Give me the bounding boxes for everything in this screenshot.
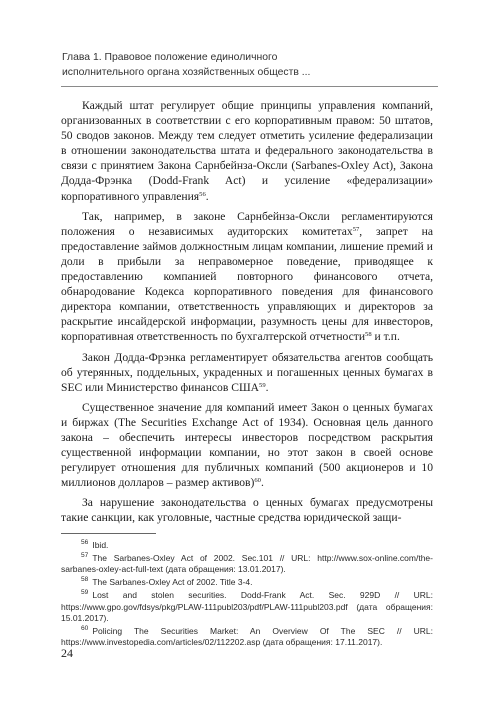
running-head-line-1: Глава 1. Правовое положение единоличного xyxy=(62,52,278,63)
footnote-text: Lost and stolen securities. Dodd-Frank Act. Sec. 929D // URL: https://www.gpo.gov/fdsys/pkg/PLAW-111publ203/pdf/PLAW-111publ203.pdf (дата обращения: 15.01.2017). xyxy=(61,590,433,623)
footnote-59 xyxy=(61,590,433,624)
footnote-number: 56 xyxy=(81,539,89,546)
paragraph-2-text-a: Так, например, в законе Сарнбейнза-Оксли регламентируются положения о независимых аудиторских комитетах xyxy=(61,209,433,238)
footnote-number: 57 xyxy=(81,551,89,559)
paragraph-5-text: За нарушение законодательства о ценных бумагах предусмотрены такие санкции, как уголовные, частные средства юридической защи- xyxy=(61,496,433,525)
footnote-ref-59: 59 xyxy=(259,381,266,389)
footnotes xyxy=(61,540,433,650)
paragraph-1-end: . xyxy=(205,189,209,203)
header-divider xyxy=(61,86,438,87)
paragraph-2-text-c: и т.п. xyxy=(371,330,400,344)
footnote-58 xyxy=(61,577,433,588)
footnote-60 xyxy=(61,626,433,649)
paragraph-1-text: Каждый штат регулирует общие принципы управления компаний, организованных в соответствии с его корпоративным правом: 50 штатов, 50 сводов законов. Между тем следует отметить усиление федерализации в отношении законодательства штата и федерального законодательства в связи с принятием Закона Сарнбейнза-Оксли (Sarbanes-Oxley Act), Закона Додда-Фрэнка (Dodd-Frank Act) и усиление «федерализации» корпоративного управления xyxy=(61,99,433,203)
paragraph-3 xyxy=(61,350,433,395)
paragraph-3-end: . xyxy=(265,380,269,394)
paragraph-5 xyxy=(61,495,433,525)
paragraph-2-text-b: , запрет на предоставление займов должностным лицам компании, лишение премий и доли в прибыли за неправомерное поведение, приводящее к предоставлению компанией повторного финансового отчета, обнародование Кодекса корпоративного поведения для финансового директора компании, ответственность управляющих и директоров за раскрытие инсайдерской информации, разумность цены для инвесторов, корпоративная ответственность по бухгалтерской отчетности xyxy=(61,224,433,344)
paragraph-4-text: Существенное значение для компаний имеет Закон о ценных бумагах и биржах (The Securities Exchange Act of 1934). Основная цель данного закона – обеспечить интересы инвесторов посредством раскрытия существенной информации компании, но этот закон в своей основе регулирует отношения для публичных компаний (500 акционеров и 10 миллионов долларов – размер активов) xyxy=(61,400,433,490)
footnote-number: 58 xyxy=(81,576,89,584)
running-head xyxy=(62,50,442,80)
paragraph-1 xyxy=(61,98,433,204)
paragraph-3-text: Закон Додда-Фрэнка регламентирует обязательства агентов сообщать об утерянных, поддельных, украденных и погашенных ценных бумагах в SEC или Министерство финансов США xyxy=(61,350,433,394)
paragraph-4-end: . xyxy=(260,476,264,490)
footnote-text: Ibid. xyxy=(92,540,109,550)
footnote-ref-56: 56 xyxy=(199,190,206,198)
footnote-text: The Sarbanes-Oxley Act of 2002. Title 3-4. xyxy=(92,577,253,588)
paragraph-4 xyxy=(61,400,433,491)
footnote-ref-57: 57 xyxy=(352,225,360,233)
footnote-number: 60 xyxy=(81,624,89,632)
page-number: 24 xyxy=(61,646,73,660)
footnote-ref-60: 60 xyxy=(254,477,261,485)
footnote-57 xyxy=(61,553,433,576)
body-text xyxy=(61,98,433,531)
footnote-56 xyxy=(61,540,433,551)
footnote-text: Policing The Securities Market: An Overview Of The SEC // URL: https://www.investopedia.com/articles/02/112202.asp (дата обращения: 17.11.2017). xyxy=(61,625,433,648)
paragraph-2 xyxy=(61,209,433,345)
footnote-ref-58: 58 xyxy=(365,331,372,339)
running-head-line-2: исполнительного органа хозяйственных обществ ... xyxy=(62,67,311,78)
footnote-text: The Sarbanes-Oxley Act of 2002. Sec.101 // URL: http://www.sox-online.com/the-sarbanes-oxley-act-full-text (дата обращения: 13.01.2017). xyxy=(61,552,433,575)
footnote-divider xyxy=(61,533,156,534)
footnote-number: 59 xyxy=(81,589,89,597)
